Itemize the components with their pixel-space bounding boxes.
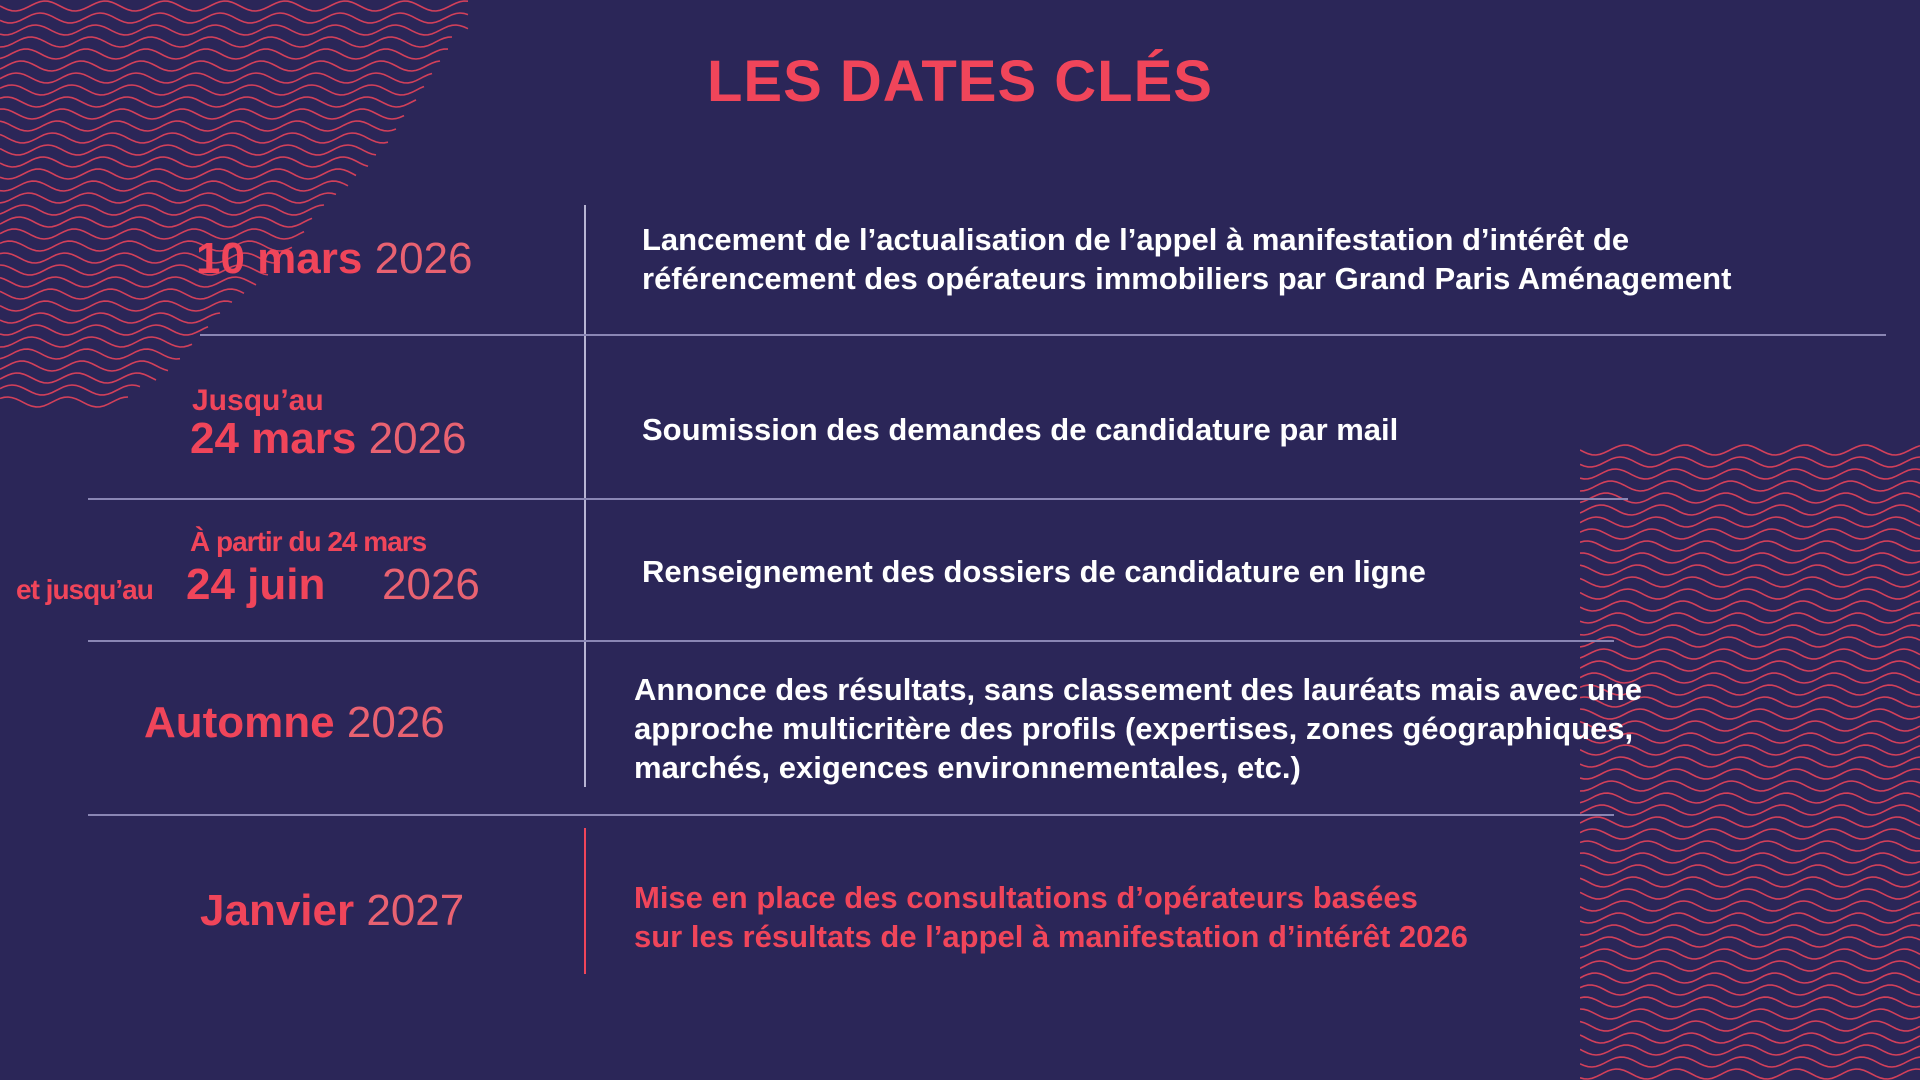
wave-line — [0, 193, 336, 203]
wave-line — [1580, 481, 1920, 491]
row-2-date-year: 2026 — [368, 414, 467, 463]
row-1-date-label: 10 mars — [196, 234, 363, 283]
description-line: Renseignement des dossiers de candidature en ligne — [642, 554, 1426, 589]
row-5-date-year: 2027 — [366, 886, 465, 935]
row-3-date-prefix: À partir du 24 mars — [190, 526, 427, 557]
wave-line — [1580, 817, 1920, 827]
description-line: Mise en place des consultations d’opérateurs basées — [634, 880, 1418, 915]
wave-line — [0, 205, 324, 215]
row-1-date — [196, 234, 472, 284]
row-separator — [88, 498, 1628, 500]
wave-line — [1580, 445, 1920, 455]
wave-line — [1580, 913, 1920, 923]
description-line: Soumission des demandes de candidature par mail — [642, 412, 1399, 447]
wave-line — [1580, 1045, 1920, 1055]
wave-line — [0, 385, 140, 395]
wave-line — [1580, 1033, 1920, 1043]
description-line: Lancement de l’actualisation de l’appel à manifestation d’intérêt de — [642, 222, 1630, 257]
row-5-description — [634, 878, 1468, 956]
wave-line — [1580, 637, 1920, 647]
row-3-date-prefix-2: et jusqu’au — [16, 574, 153, 605]
row-3-description — [642, 552, 1426, 591]
wave-line — [0, 121, 396, 131]
wave-line — [1580, 937, 1920, 947]
row-separator — [200, 334, 1886, 336]
wave-line — [0, 13, 468, 23]
row-separator — [88, 640, 1614, 642]
wave-line — [1580, 925, 1920, 935]
wave-line — [0, 289, 244, 299]
wave-line — [1580, 649, 1920, 659]
timeline-divider-upper — [584, 205, 586, 787]
wave-line — [1580, 601, 1920, 611]
wave-line — [0, 301, 232, 311]
wave-line — [1580, 865, 1920, 875]
row-4-date-year: 2026 — [346, 698, 445, 747]
wave-line — [0, 37, 452, 47]
wave-line — [1580, 829, 1920, 839]
row-separator — [88, 814, 1614, 816]
row-1-date-year: 2026 — [374, 234, 473, 283]
wave-line — [0, 145, 376, 155]
wave-line — [1580, 493, 1920, 503]
wave-line — [1580, 529, 1920, 539]
wave-line — [1580, 805, 1920, 815]
wave-line — [1580, 457, 1920, 467]
row-3-date-label: 24 juin — [186, 560, 326, 609]
wave-line — [0, 217, 312, 227]
wave-line — [1580, 1021, 1920, 1031]
wave-line — [1580, 961, 1920, 971]
row-2-description — [642, 410, 1398, 449]
wave-line — [1580, 877, 1920, 887]
description-line: marchés, exigences environnementales, etc.) — [634, 750, 1301, 785]
wave-line — [1580, 901, 1920, 911]
row-5-date — [200, 886, 464, 936]
wave-line — [1580, 613, 1920, 623]
wave-line — [0, 25, 468, 35]
wave-line — [1580, 1009, 1920, 1019]
wave-line — [0, 337, 192, 347]
wave-line — [1580, 889, 1920, 899]
row-3-date-year: 2026 — [382, 560, 480, 609]
wave-line — [0, 397, 128, 407]
row-5-date-label: Janvier — [200, 886, 355, 935]
wave-line — [0, 313, 220, 323]
wave-line — [1580, 853, 1920, 863]
wave-line — [0, 133, 388, 143]
description-line: Annonce des résultats, sans classement des lauréats mais avec une — [634, 672, 1642, 707]
description-line: sur les résultats de l’appel à manifestation d’intérêt 2026 — [634, 919, 1468, 954]
row-4-description — [634, 670, 1642, 787]
wave-line — [1580, 505, 1920, 515]
wave-line — [1580, 985, 1920, 995]
row-2-date-prefix: Jusqu’au — [192, 384, 324, 417]
wave-line — [1580, 469, 1920, 479]
wave-line — [0, 181, 348, 191]
wave-line — [1580, 1069, 1920, 1079]
row-4-date — [144, 698, 445, 748]
wave-line — [0, 373, 156, 383]
wave-line — [0, 349, 180, 359]
row-1-description — [642, 220, 1731, 298]
row-2-date-label: 24 mars — [190, 414, 357, 463]
wave-line — [1580, 841, 1920, 851]
wave-line — [1580, 589, 1920, 599]
wave-line — [0, 157, 368, 167]
wave-line — [1580, 541, 1920, 551]
wave-line — [1580, 973, 1920, 983]
wave-line — [0, 325, 208, 335]
wave-line — [1580, 793, 1920, 803]
description-line: approche multicritère des profils (expertises, zones géographiques, — [634, 711, 1634, 746]
wave-line — [0, 361, 168, 371]
description-line: référencement des opérateurs immobiliers par Grand Paris Aménagement — [642, 261, 1732, 296]
wave-line — [1580, 949, 1920, 959]
wave-line — [1580, 577, 1920, 587]
row-4-date-label: Automne — [144, 698, 335, 747]
wave-line — [0, 169, 356, 179]
wave-line — [1580, 625, 1920, 635]
row-2-date — [190, 414, 466, 464]
wave-line — [1580, 997, 1920, 1007]
wave-line — [1580, 565, 1920, 575]
page-title: LES DATES CLÉS — [707, 49, 1213, 114]
wave-line — [1580, 553, 1920, 563]
timeline-divider-final — [584, 828, 586, 974]
wave-line — [1580, 517, 1920, 527]
wave-line — [0, 1, 468, 11]
wave-line — [1580, 1057, 1920, 1067]
